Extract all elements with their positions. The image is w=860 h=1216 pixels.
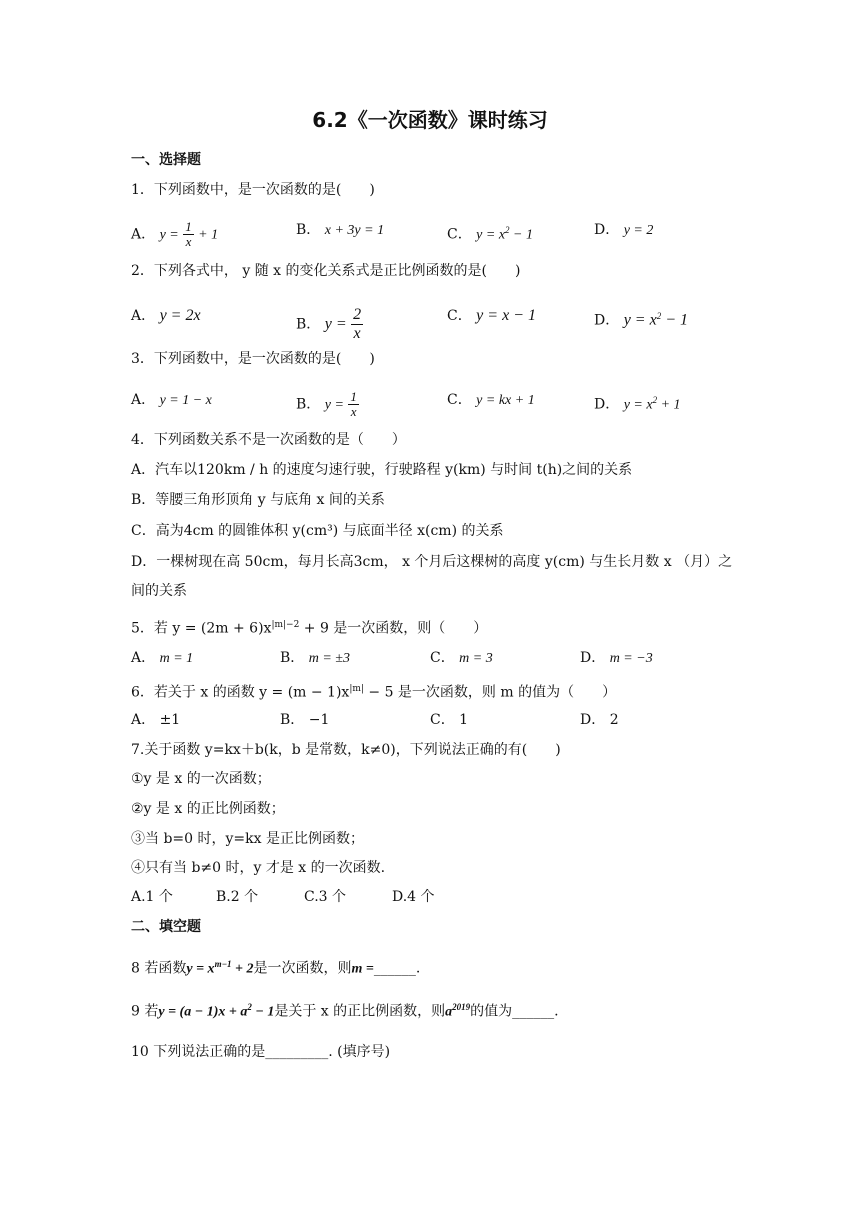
fraction: $\frac{1}{x}$ (350, 389, 357, 419)
q4-option-d-line1: D．一棵树现在高 50cm，每月长高3cm， x 个月后这棵树的高度 y(cm) 与生长月数 x （月）之 (131, 554, 733, 570)
q7-statement-4: ④只有当 b≠0 时，y 才是 x 的一次函数. (131, 860, 386, 876)
section-heading-fill: 二、填空题 (131, 919, 201, 935)
fraction: $\frac{2}{x}$ (353, 306, 362, 342)
q5-option-b: B． m = ±3 (280, 650, 350, 666)
q2-option-d: D． $y = x^2 - 1$ (594, 311, 688, 329)
q7-statement-2: ②y 是 x 的正比例函数； (131, 801, 285, 817)
question-1-stem: 1．下列函数中，是一次函数的是( ) (131, 182, 375, 198)
question-10: 10 下列说法正确的是_________. (填序号) (131, 1044, 391, 1060)
q7-option-b: B.2 个 (216, 889, 259, 905)
question-7-stem: 7.关于函数 y=kx＋b(k，b 是常数，k≠0)，下列说法正确的有( ) (131, 742, 561, 758)
q7-statement-1: ①y 是 x 的一次函数； (131, 771, 271, 787)
q6-option-a: A． ±1 (131, 712, 181, 728)
q3-option-d: D． $y = x^2 + 1$ (594, 395, 681, 413)
q5-option-a: A． m = 1 (131, 650, 194, 666)
q3-option-b: B． y = $\frac{1}{x}$ (296, 389, 357, 419)
q1-option-d: D． y = 2 (594, 222, 654, 238)
question-3-stem: 3．下列函数中，是一次函数的是( ) (131, 351, 375, 367)
q2-option-a: A． y = 2x (131, 307, 201, 324)
q3-option-a: A． y = 1 − x (131, 392, 212, 408)
section-heading-choice: 一、选择题 (131, 152, 201, 168)
q6-option-d: D． 2 (580, 712, 619, 728)
q4-option-c: C．高为4cm 的圆锥体积 y(cm³) 与底面半径 x(cm) 的关系 (131, 523, 504, 539)
q6-option-b: B． −1 (280, 712, 330, 728)
question-4-stem: 4．下列函数关系不是一次函数的是（ ） (131, 432, 406, 448)
q4-option-b: B．等腰三角形顶角 y 与底角 x 间的关系 (131, 492, 385, 508)
question-8: 8 若函数$y = x^{m-1} + 2$是一次函数，则m =______. (131, 959, 421, 977)
q7-option-a: A.1 个 (131, 889, 173, 905)
q7-option-c: C.3 个 (304, 889, 347, 905)
question-2-stem: 2．下列各式中， y 随 x 的变化关系式是正比例函数的是( ) (131, 263, 521, 279)
question-6-stem: 6．若关于 x 的函数 $y = (m - 1)x^{|m|} - 5$ 是一次函数，则 m 的值为（ ） (131, 684, 617, 701)
question-9: 9 若$y = (a - 1)x + a^2 - 1$是关于 x 的正比例函数，则$a^{2019}$的值为______. (131, 1002, 559, 1020)
q6-option-c: C． 1 (430, 712, 469, 728)
q1-option-b: B． x + 3y = 1 (296, 222, 385, 238)
q7-option-d: D.4 个 (392, 889, 435, 905)
q5-option-c: C． m = 3 (430, 650, 493, 666)
q7-statement-3: ③当 b=0 时，y=kx 是正比例函数； (131, 831, 364, 847)
q1-option-c: C． $y = x^2 - 1$ (447, 225, 533, 243)
q3-option-c: C． y = kx + 1 (447, 392, 535, 408)
fraction: $\frac{1}{x}$ (185, 219, 192, 249)
q1-option-a: A． y = $\frac{1}{x}$ + 1 (131, 219, 219, 249)
q2-option-c: C． y = x − 1 (447, 307, 536, 324)
page-title: 6.2《一次函数》课时练习 (312, 108, 548, 132)
q4-option-a: A．汽车以120km / h 的速度匀速行驶，行驶路程 y(km) 与时间 t(h)之间的关系 (131, 462, 633, 478)
q5-option-d: D． m = −3 (580, 650, 653, 666)
question-5-stem: 5．若 $y = (2m + 6)x^{|m|-2} + 9$ 是一次函数，则（ ） (131, 620, 488, 637)
q4-option-d-line2: 间的关系 (131, 583, 187, 599)
q2-option-b: B． y = $\frac{2}{x}$ (296, 306, 362, 342)
